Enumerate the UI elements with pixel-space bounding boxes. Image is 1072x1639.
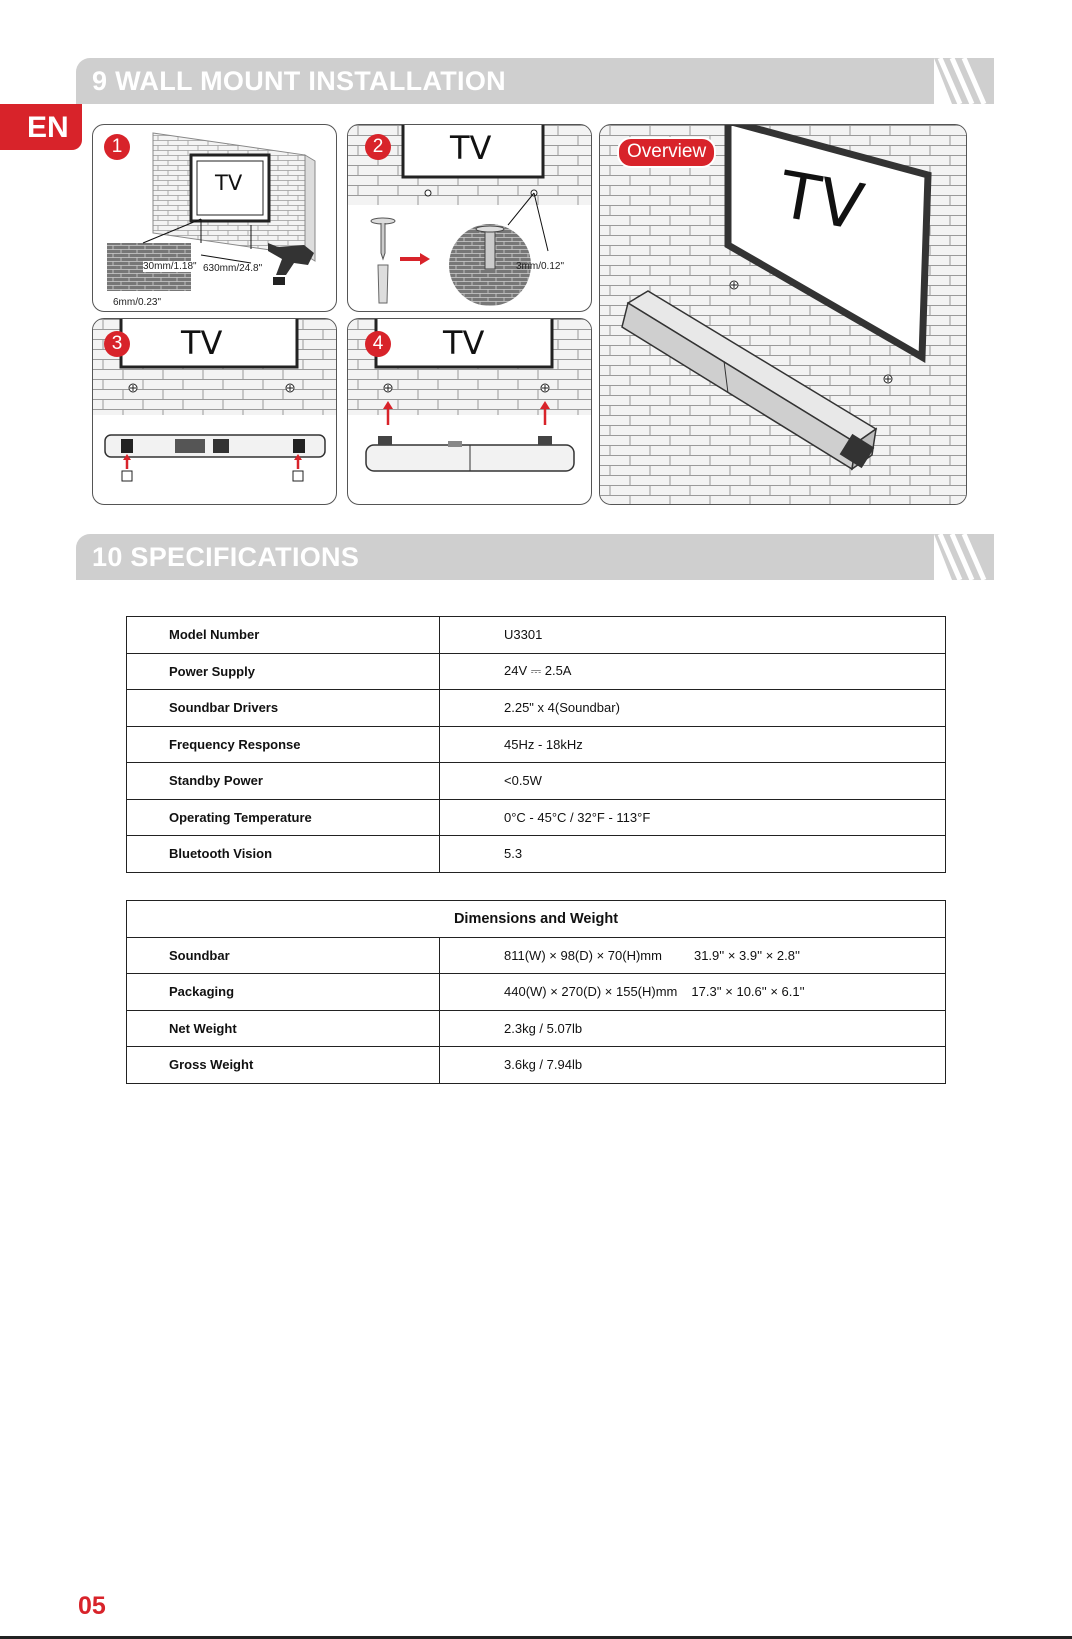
spec-label: Power Supply: [127, 653, 440, 690]
spec-label: Operating Temperature: [127, 799, 440, 836]
overview-panel: [599, 124, 967, 505]
step-1-panel: [92, 124, 337, 312]
spec-label: Soundbar Drivers: [127, 690, 440, 727]
specifications-table: [126, 616, 946, 873]
table-row: [127, 836, 946, 873]
spec-value: 0°C - 45°C / 32°F - 113°F: [440, 799, 946, 836]
overview-badge: Overview: [617, 137, 716, 168]
step-1-tv-label: TV: [215, 171, 243, 195]
dimension-value: 811(W) × 98(D) × 70(H)mm: [504, 947, 662, 963]
table-row: [127, 726, 946, 763]
dimension-value-imperial: 31.9'' × 3.9'' × 2.8'': [693, 947, 800, 963]
step-2-number: 2: [365, 134, 391, 160]
dimension-value: 3.6kg / 7.94lb: [440, 1047, 946, 1084]
measure-30mm: 30mm/1.18": [143, 261, 197, 272]
spec-value: <0.5W: [440, 763, 946, 800]
anchor-icon: [378, 265, 388, 303]
table-row: [127, 1010, 946, 1047]
spec-label: Standby Power: [127, 763, 440, 800]
measure-630mm: 630mm/24.8": [203, 263, 263, 274]
step-4-tv-label: TV: [443, 324, 485, 362]
spec-label: Frequency Response: [127, 726, 440, 763]
spec-value: 2.25" x 4(Soundbar): [440, 690, 946, 727]
page-number: 05: [78, 1592, 106, 1620]
step-4-number: 4: [365, 331, 391, 357]
step-1-illustration: [93, 125, 336, 311]
table-row: [127, 1047, 946, 1084]
step-3-panel: [92, 318, 337, 505]
section-header-wall-mount: [76, 58, 994, 104]
dimension-label: Soundbar: [127, 937, 440, 974]
stripes-decoration: [934, 534, 994, 580]
step-2-tv-label: TV: [450, 129, 492, 167]
spec-value: 24V ⎓ 2.5A: [440, 653, 946, 690]
section-header-specifications: [76, 534, 994, 580]
spec-label: Bluetooth Vision: [127, 836, 440, 873]
dimension-label: Net Weight: [127, 1010, 440, 1047]
table-row: [127, 690, 946, 727]
measure-6mm: 6mm/0.23": [113, 297, 162, 308]
dimension-value-imperial: 17.3'' × 10.6'' × 6.1'': [691, 984, 805, 1000]
section-title: 9 WALL MOUNT INSTALLATION: [92, 66, 506, 96]
screw-icon: [371, 218, 395, 259]
step-2-panel: [347, 124, 592, 312]
table-row: [127, 799, 946, 836]
spec-value: 5.3: [440, 836, 946, 873]
screw-head-icon: [730, 281, 738, 289]
dimensions-header: Dimensions and Weight: [127, 901, 946, 938]
spec-value: U3301: [440, 617, 946, 654]
overview-tv-label: TV: [774, 158, 869, 246]
drill-icon: [268, 243, 314, 285]
spec-value: 45Hz - 18kHz: [440, 726, 946, 763]
screw-head-icon: [384, 384, 392, 392]
table-row: [127, 937, 946, 974]
table-row: [127, 653, 946, 690]
screw-head-icon: [884, 375, 892, 383]
spec-label: Model Number: [127, 617, 440, 654]
section-title: 10 SPECIFICATIONS: [92, 542, 360, 572]
screw-head-icon: [286, 384, 294, 392]
step-3-number: 3: [104, 331, 130, 357]
dimension-value: 440(W) × 270(D) × 155(H)mm: [504, 984, 678, 1000]
dimension-value: 2.3kg / 5.07lb: [440, 1010, 946, 1047]
measure-3mm: 3mm/0.12": [516, 261, 565, 272]
step-1-number: 1: [104, 134, 130, 160]
dimensions-table: [126, 900, 946, 1084]
table-row: [127, 763, 946, 800]
table-row: [127, 617, 946, 654]
step-4-panel: [347, 318, 592, 505]
screw-head-icon: [541, 384, 549, 392]
language-tab: [0, 104, 82, 150]
language-label: EN: [27, 111, 69, 144]
stripes-decoration: [934, 58, 994, 104]
step-3-tv-label: TV: [181, 324, 223, 362]
dimension-label: Packaging: [127, 974, 440, 1011]
screw-head-icon: [129, 384, 137, 392]
table-header-row: [127, 901, 946, 938]
dimension-label: Gross Weight: [127, 1047, 440, 1084]
table-row: [127, 974, 946, 1011]
